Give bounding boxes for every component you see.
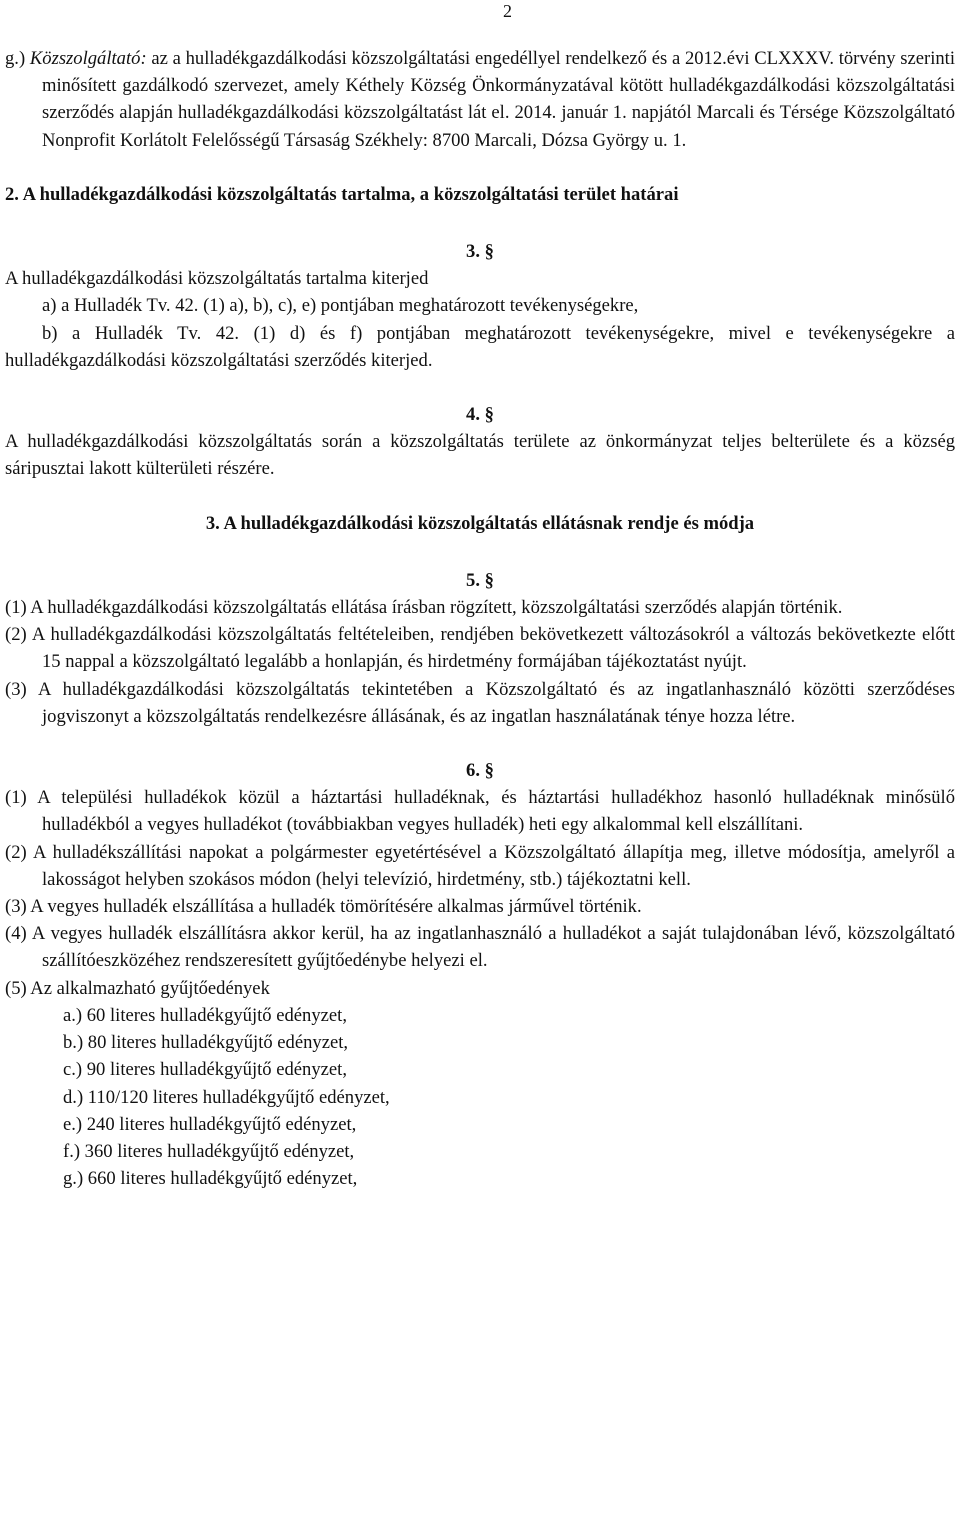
section-3-title: 3. A hulladékgazdálkodási közszolgáltatás ellátásnak rendje és módja: [205, 512, 755, 534]
paragraph-3-b: b) a Hulladék Tv. 42. (1) d) és f) pontjában meghatározott tevékenységekre, mivel e tevékenységekre a hulladékgazdálkodási közszolgáltatási szerződés kiterjed.: [5, 322, 955, 371]
document-body: [5, 45, 955, 1192]
paragraph-5-item-2: (2) A hulladékgazdálkodási közszolgáltatás feltételeiben, rendjében bekövetkezett változásokról a változás bekövetkezte előtt 15 nappal a közszolgáltató legalább a honlapján, és hirdetmény formájában tájékoztatást nyújt.: [5, 624, 955, 673]
paragraph-4-mark: 4. §: [466, 404, 494, 426]
paragraph-3-a: a) a Hulladék Tv. 42. (1) a), b), c), e) pontjában meghatározott tevékenységekre,: [42, 295, 639, 317]
definition-g-label: g.): [5, 48, 26, 69]
section-sign-icon: §: [484, 760, 494, 782]
section-sign-icon: §: [484, 569, 494, 591]
container-list: [5, 1002, 955, 1192]
container-list-item: f.) 360 literes hulladékgyűjtő edényzet,: [63, 1140, 355, 1162]
container-list-item: c.) 90 literes hulladékgyűjtő edényzet,: [63, 1059, 347, 1081]
section-2-title: 2. A hulladékgazdálkodási közszolgáltatás tartalma, a közszolgáltatási terület határai: [5, 183, 679, 205]
paragraph-6-item-2: (2) A hulladékszállítási napokat a polgármester egyetértésével a Közszolgáltató állapítja meg, illetve módosítja, amelyről a lakosságot helyben szokásos módon (helyi televízió, hirdetmény, stb.) tájékoztatni kell.: [5, 841, 955, 890]
paragraph-6-item-4: (4) A vegyes hulladék elszállításra akkor kerül, ha az ingatlanhasználó a hulladékot a saját tulajdonában lévő, közszolgáltató szállítóeszközéhez rendszeresített gyűjtőedénybe helyezi el.: [5, 923, 955, 972]
definition-g-term: Közszolgáltató:: [29, 48, 147, 69]
paragraph-5-item-3: (3) A hulladékgazdálkodási közszolgáltatás tekintetében a Közszolgáltató és az ingatlanhasználó közötti szerződéses jogviszonyt a közszolgáltatás rendelkezésre állásának, és az ingatlan használatának ténye hozza létre.: [5, 678, 955, 727]
container-list-item: a.) 60 literes hulladékgyűjtő edényzet,: [63, 1004, 347, 1026]
container-list-item: e.) 240 literes hulladékgyűjtő edényzet,: [63, 1113, 357, 1135]
paragraph-3-intro: A hulladékgazdálkodási közszolgáltatás tartalma kiterjed: [5, 268, 429, 290]
paragraph-5-mark: 5. §: [466, 569, 494, 591]
paragraph-4-text: A hulladékgazdálkodási közszolgáltatás során a közszolgáltatás területe az önkormányzat teljes belterülete és a község sáripusztai lakott külterületi részére.: [5, 431, 955, 480]
paragraph-6-item-5: (5) Az alkalmazható gyűjtőedények: [5, 977, 270, 999]
container-list-item: b.) 80 literes hulladékgyűjtő edényzet,: [63, 1032, 349, 1054]
section-sign-icon: §: [484, 241, 494, 263]
paragraph-6-item-1: (1) A települési hulladékok közül a háztartási hulladéknak, és háztartási hulladékhoz hasonló hulladéknak minősülő hulladékból a vegyes hulladékot (továbbiakban vegyes hulladék) heti egy alkalommal kell elszállítani.: [5, 787, 955, 836]
definition-g: [5, 45, 955, 154]
section-sign-icon: §: [484, 404, 494, 426]
container-list-item: d.) 110/120 literes hulladékgyűjtő edényzet,: [63, 1086, 390, 1108]
container-list-item: g.) 660 literes hulladékgyűjtő edényzet,: [63, 1168, 358, 1190]
paragraph-3-mark: 3. §: [466, 241, 494, 263]
paragraph-6-item-3: (3) A vegyes hulladék elszállítása a hulladék tömörítésére alkalmas járművel történik.: [5, 896, 642, 918]
paragraph-6-mark: 6. §: [466, 760, 494, 782]
paragraph-5-item-1: (1) A hulladékgazdálkodási közszolgáltatás ellátása írásban rögzített, közszolgáltatási szerződés alapján történik.: [5, 597, 843, 619]
definition-g-text: az a hulladékgazdálkodási közszolgáltatási engedéllyel rendelkező és a 2012.évi CLXXXV. törvény szerinti minősített gazdálkodó szervezet, amely Kéthely Község Önkormányzatával kötött hulladékgazdálkodási közszolgáltatási szerződés alapján hulladékgazdálkodási közszolgáltatást lát el. 2014. január 1. napjától Marcali és Térsége Közszolgáltató Nonprofit Korlátolt Felelősségű Társaság Székhely: 8700 Marcali, Dózsa György u. 1.: [42, 48, 955, 151]
page-number: 2: [503, 1, 512, 21]
